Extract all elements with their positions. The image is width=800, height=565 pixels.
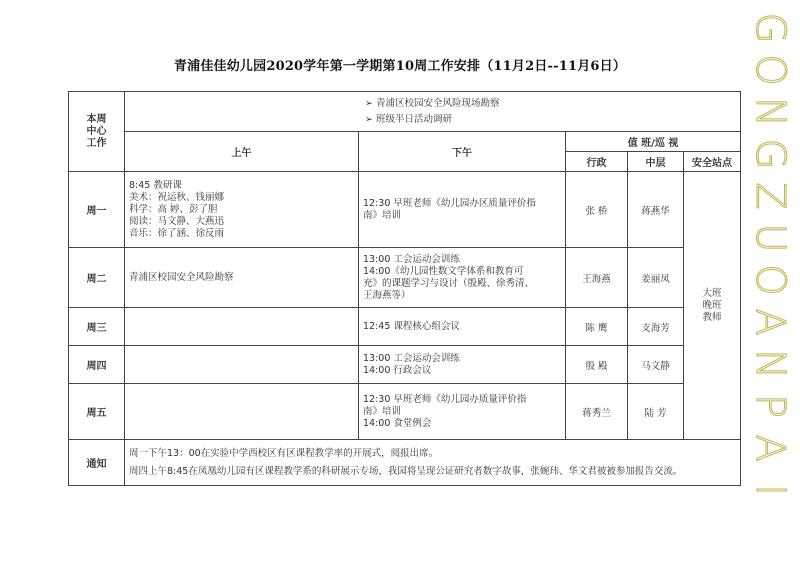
- center-work-item: [365, 96, 736, 112]
- center-work-label-line: 工作: [86, 137, 107, 149]
- page-title: 青浦佳佳幼儿园2020学年第一学期第10周工作安排（11月2日--11月6日）: [173, 59, 627, 74]
- day-label: 周一: [69, 172, 125, 248]
- afternoon-line: 南》培训: [363, 209, 402, 221]
- afternoon-header: 下午: [359, 132, 566, 172]
- side-letter: P: [747, 393, 793, 419]
- middle-duty-cell: 姜丽凤: [628, 248, 684, 308]
- day-label: 周四: [69, 346, 125, 384]
- arrow-bullet-icon: ➢: [365, 97, 373, 109]
- afternoon-line: 12:30 早班老师《幼儿园办质量评价指: [363, 393, 527, 405]
- day-row: [69, 248, 741, 308]
- morning-line: 美术：祝运秋、钱丽娜: [129, 191, 225, 203]
- afternoon-line: 南》培训: [363, 405, 402, 417]
- center-work-item-text: 班级半日活动调研: [375, 113, 452, 125]
- day-label: 周三: [69, 308, 125, 346]
- side-letter: N: [747, 97, 793, 127]
- day-row: [69, 384, 741, 440]
- afternoon-cell: [359, 384, 566, 440]
- center-work-item-text: 青浦区校园安全风险现场勘察: [375, 97, 500, 109]
- afternoon-line: 13:00 工会运动会训练: [363, 253, 460, 265]
- afternoon-line: 王海燕等）: [363, 289, 411, 301]
- day-row: [69, 172, 741, 248]
- morning-cell: [125, 384, 359, 440]
- side-letter: N: [747, 349, 793, 379]
- notice-label: 通知: [69, 440, 125, 486]
- side-letter: I: [747, 484, 793, 496]
- safety-station-cell: [684, 172, 741, 440]
- schedule-table: [68, 91, 741, 486]
- day-row: [69, 346, 741, 384]
- admin-duty-cell: 蒋秀兰: [566, 384, 628, 440]
- afternoon-cell: [359, 248, 566, 308]
- side-letter: A: [747, 434, 793, 462]
- middle-duty-cell: 陆 芳: [628, 384, 684, 440]
- middle-header: 中层: [628, 152, 684, 172]
- day-label: 周二: [69, 248, 125, 308]
- notice-line: 周一下午13：00在实验中学西校区有区课程教学率的开展式，阅报出席。: [129, 447, 439, 459]
- side-decoration: [740, 0, 800, 565]
- side-letter: O: [747, 264, 793, 296]
- afternoon-line: 14:00《幼儿园性数文学体系和教育可: [363, 265, 524, 277]
- center-work-items: [125, 92, 741, 132]
- safety-station-line: 晚班: [702, 299, 722, 311]
- admin-duty-cell: 陈 鹰: [566, 308, 628, 346]
- side-letter: O: [747, 54, 793, 86]
- afternoon-line: 充》的课题学习与设讨（殷殿、徐秀清、: [363, 277, 535, 289]
- afternoon-line: 14:00 行政会议: [363, 364, 432, 376]
- safety-station-line: 大班: [702, 287, 722, 299]
- admin-duty-cell: 张 桥: [566, 172, 628, 248]
- afternoon-line: 12:45 课程核心组会议: [363, 320, 460, 332]
- afternoon-cell: [359, 346, 566, 384]
- morning-line: 青浦区校园安全风险勘察: [129, 271, 234, 283]
- middle-duty-cell: 马文静: [628, 346, 684, 384]
- morning-cell: [125, 172, 359, 248]
- center-work-item: [365, 112, 736, 128]
- center-work-label: [69, 92, 125, 172]
- admin-duty-cell: 殷 殿: [566, 346, 628, 384]
- middle-duty-cell: 支海芳: [628, 308, 684, 346]
- morning-header: 上午: [125, 132, 359, 172]
- day-label: 周五: [69, 384, 125, 440]
- duty-header: 值 班/巡 视: [566, 132, 741, 152]
- morning-line: 科学：高 婷、彭了胆: [129, 203, 218, 215]
- notice-line: 周四上午8:45在凤凰幼儿园有区课程教学系的科研展示专场，我园将呈现公证研究者数字故事，张婉玮、华文君被被参加报告交流。: [129, 465, 683, 477]
- morning-line: 8:45 教研课: [129, 179, 182, 191]
- admin-header: 行政: [566, 152, 628, 172]
- safety-header: 安全站点: [684, 152, 741, 172]
- middle-duty-cell: 蒋燕华: [628, 172, 684, 248]
- morning-line: 阅读：马文静、大燕迅: [129, 215, 225, 227]
- side-letter: G: [747, 138, 793, 170]
- afternoon-line: 12:30 早班老师《幼儿园办区质量评价指: [363, 197, 536, 209]
- admin-duty-cell: 王海燕: [566, 248, 628, 308]
- afternoon-cell: [359, 172, 566, 248]
- safety-station-line: 教师: [702, 311, 722, 323]
- morning-cell: [125, 346, 359, 384]
- morning-line: 音乐：徐了涵、徐反雨: [129, 227, 225, 239]
- afternoon-cell: [359, 308, 566, 346]
- arrow-bullet-icon: ➢: [365, 113, 373, 125]
- morning-cell: [125, 308, 359, 346]
- afternoon-line: 13:00 工会运动会训练: [363, 352, 460, 364]
- side-letter: Z: [747, 182, 793, 210]
- center-work-label-line: 中心: [86, 125, 107, 137]
- afternoon-line: 14:00 食堂例会: [363, 417, 432, 429]
- center-work-label-line: 本周: [86, 113, 107, 125]
- notice-content: [125, 440, 741, 486]
- side-letter: G: [747, 12, 793, 44]
- day-row: [69, 308, 741, 346]
- morning-cell: [125, 248, 359, 308]
- side-letter: U: [747, 223, 793, 253]
- side-letter: A: [747, 308, 793, 336]
